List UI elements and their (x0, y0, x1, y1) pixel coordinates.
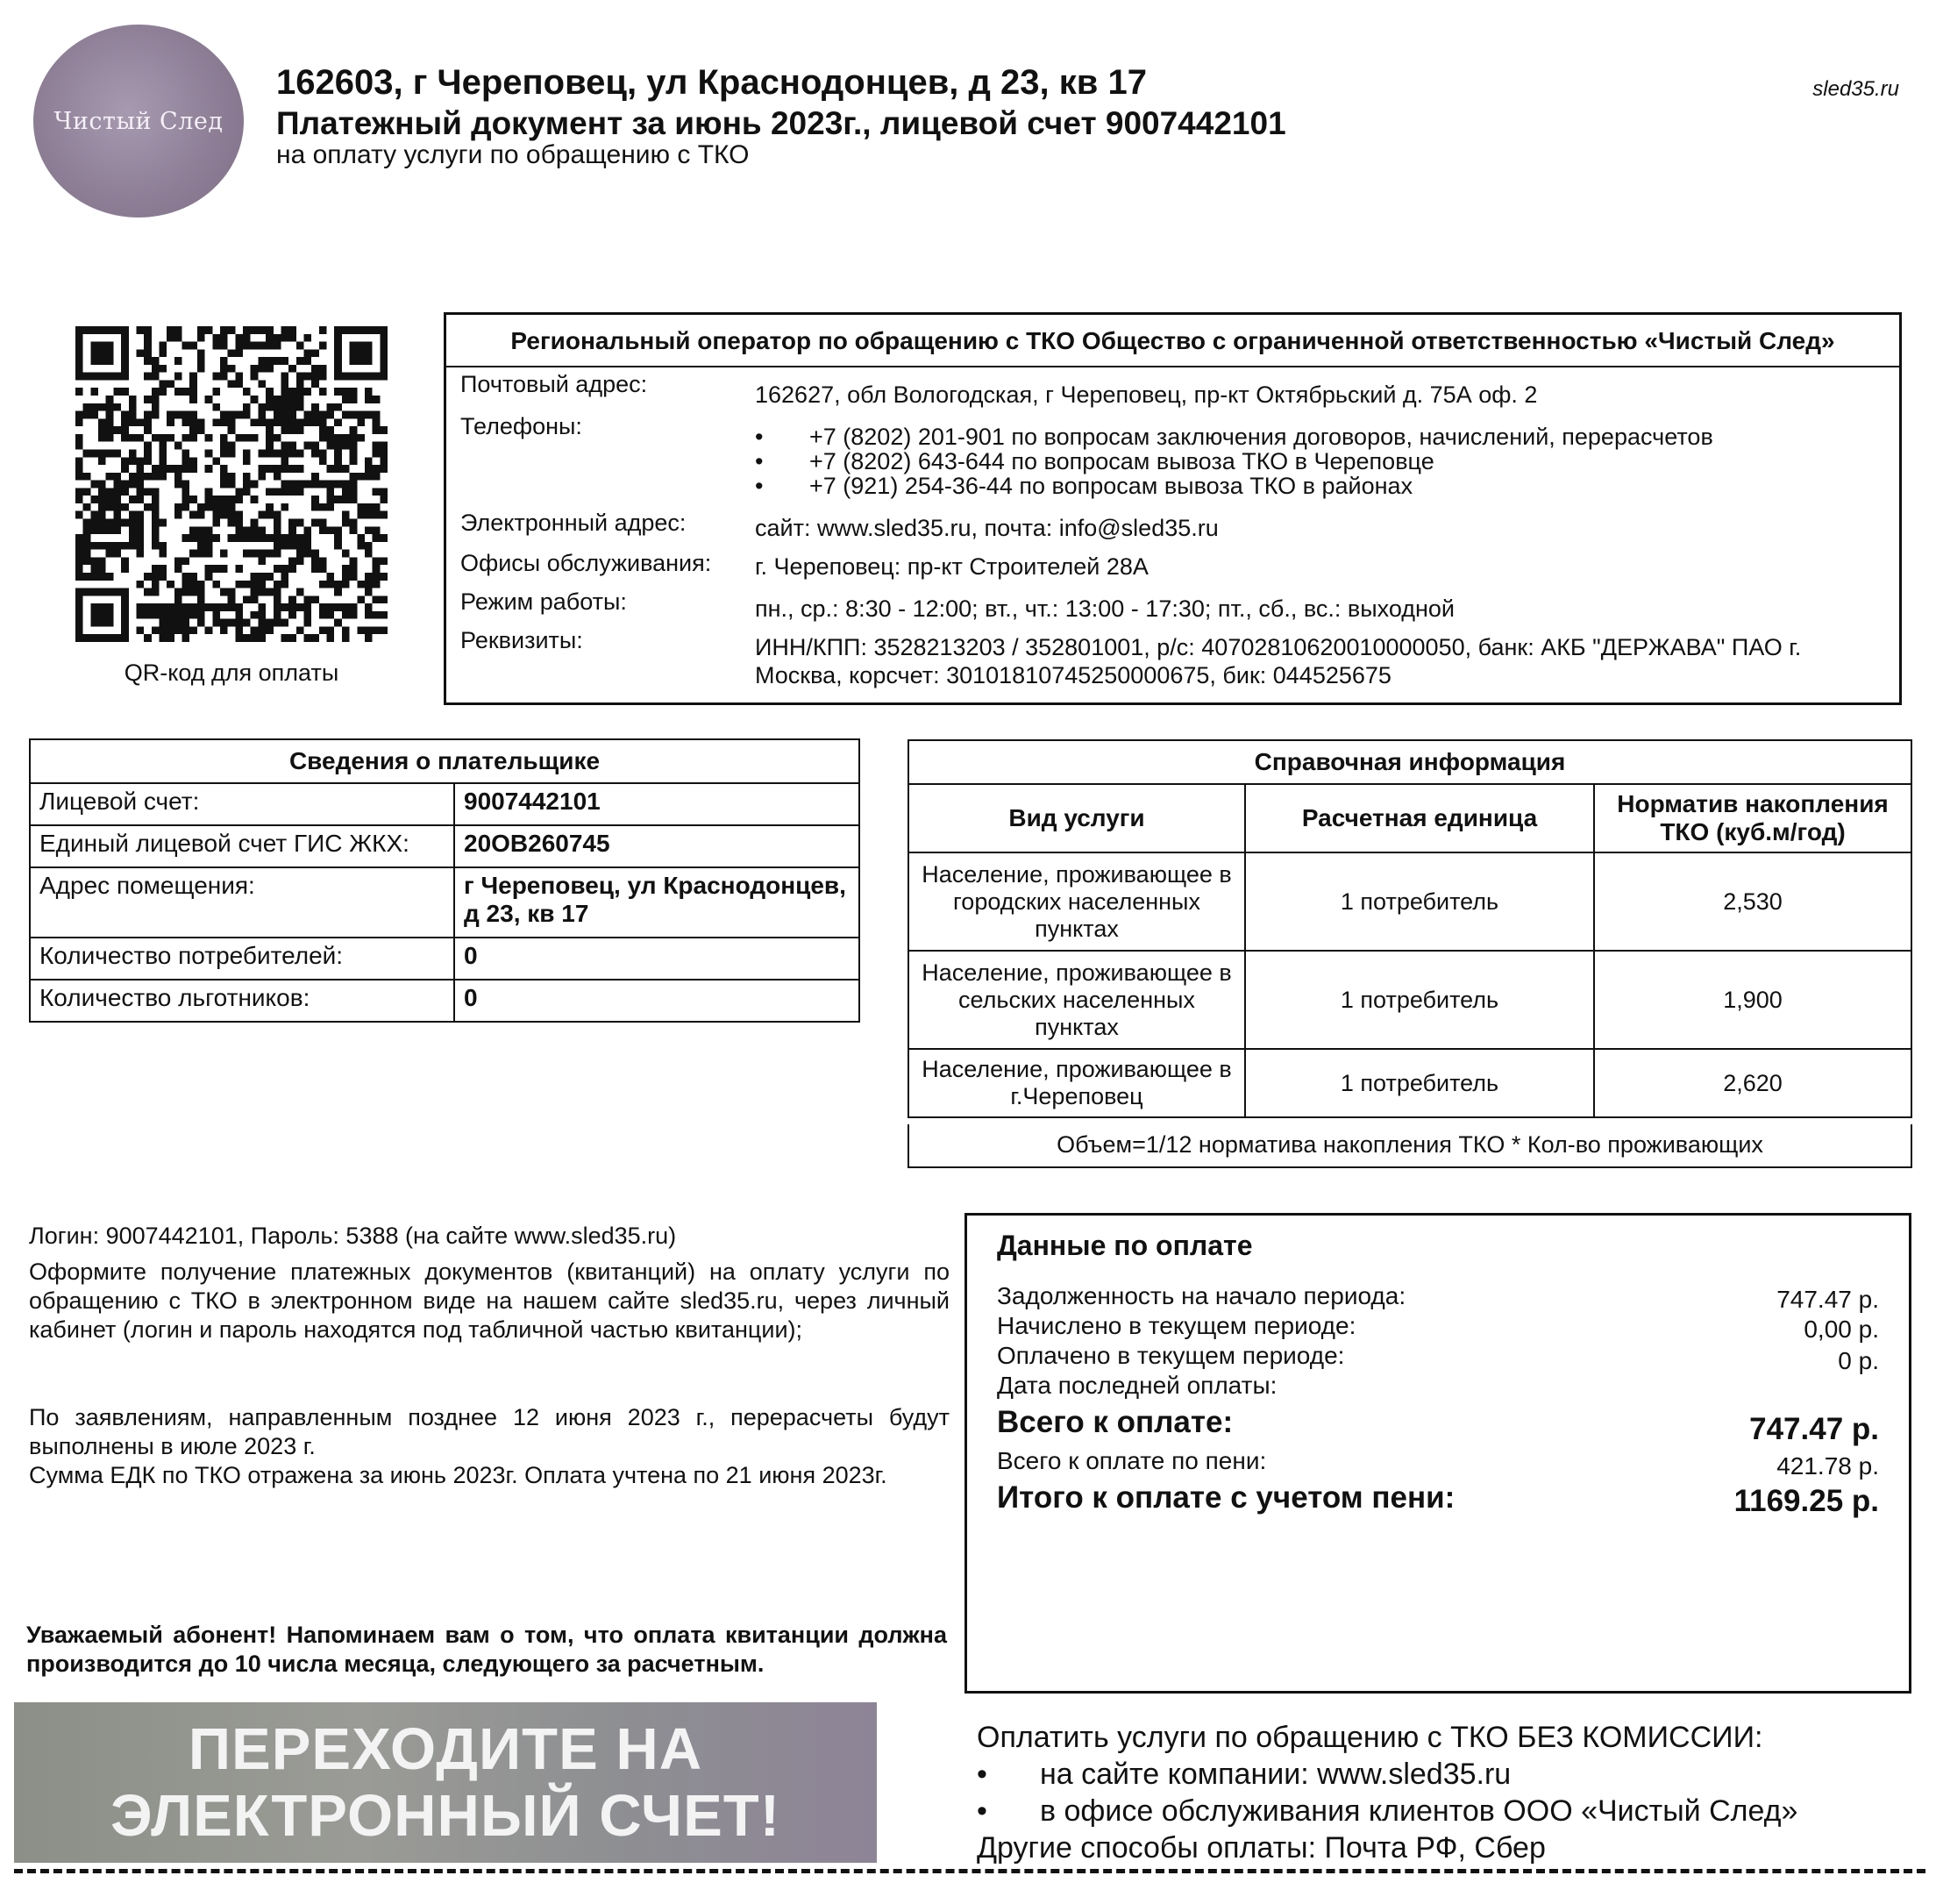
company-logo (33, 25, 244, 217)
qr-finder-pattern (75, 326, 129, 380)
banner-line-1: ПЕРЕХОДИТЕ НА (188, 1715, 703, 1782)
reference-info-table (908, 739, 1912, 1118)
tear-off-line (14, 1869, 1925, 1873)
offices-value: г. Череповец: пр-кт Строителей 28А (755, 553, 1149, 580)
unit-cell: 1 потребитель (1245, 1049, 1594, 1117)
document-purpose: на оплату услуги по обращению с ТКО (276, 140, 750, 169)
total-label: Всего к оплате: (997, 1405, 1234, 1439)
payer-row-label: Лицевой счет: (30, 783, 454, 825)
phone-3[interactable]: +7 (921) 254-36-44 по вопросам вывоза ТКО в районах (809, 473, 1413, 499)
divider (446, 366, 1899, 367)
bullet: • (755, 448, 764, 474)
paid-value: 0 р. (1838, 1347, 1879, 1374)
payer-info-table (29, 738, 860, 1023)
email-value[interactable]: сайт: www.sled35.ru, почта: info@sled35.ru (755, 515, 1219, 541)
edk-text: Сумма ЕДК по ТКО отражена за июнь 2023г. Оплата учтена по 21 июня 2023г. (29, 1462, 887, 1488)
no-commission-title: Оплатить услуги по обращению с ТКО БЕЗ КОМИССИИ: (977, 1721, 1763, 1754)
payer-row-label: Единый лицевой счет ГИС ЖКХ: (30, 825, 454, 867)
charged-label: Начислено в текущем периоде: (997, 1312, 1356, 1339)
logo-text: Чистый След (53, 107, 224, 135)
phone-2[interactable]: +7 (8202) 643-644 по вопросам вывоза ТКО в Череповце (809, 448, 1434, 474)
payment-reminder: Уважаемый абонент! Напоминаем вам о том, что оплата квитанции должна производится до 10 числа месяца, следующего за расчетным. (26, 1622, 947, 1677)
grand-total-label: Итого к оплате с учетом пени: (997, 1480, 1456, 1515)
pay-option-office: в офисе обслуживания клиентов ООО «Чистый След» (1040, 1794, 1798, 1828)
qr-caption: QR-код для оплаты (124, 660, 339, 686)
bullet: • (977, 1794, 987, 1828)
volume-formula-note: Объем=1/12 норматива накопления ТКО * Кол-во проживающих (908, 1124, 1912, 1168)
payment-data-box (964, 1213, 1911, 1694)
phones-label: Телефоны: (460, 413, 582, 439)
total-value: 747.47 р. (1749, 1412, 1879, 1446)
bullet: • (755, 424, 764, 450)
operator-title: Региональный оператор по обращению с ТКО Общество с ограниченной ответственностью «Чистый След» (510, 327, 1835, 354)
site-link[interactable]: sled35.ru (1812, 77, 1899, 101)
payer-row-label: Количество потребителей: (30, 938, 454, 980)
unit-cell: 1 потребитель (1245, 852, 1594, 951)
service-cell: Население, проживающее в городских населенных пунктах (908, 852, 1245, 951)
payment-qr-code (75, 326, 388, 642)
banner-line-2: ЭЛЕКТРОННЫЙ СЧЕТ! (110, 1782, 781, 1849)
payer-row-value: г Череповец, ул Краснодонцев, д 23, кв 17 (454, 867, 859, 938)
norm-cell: 1,900 (1594, 951, 1911, 1049)
unit-cell: 1 потребитель (1245, 951, 1594, 1049)
qr-finder-pattern (75, 588, 129, 642)
payer-row-value: 20ОВ260745 (454, 825, 859, 867)
hours-value: пн., ср.: 8:30 - 12:00; вт., чт.: 13:00 - 17:30; пт., сб., вс.: выходной (755, 595, 1456, 622)
payer-table-title: Сведения о плательщике (30, 739, 859, 783)
penalty-value: 421.78 р. (1776, 1452, 1879, 1480)
qr-finder-pattern (334, 326, 388, 380)
column-header: Вид услуги (908, 784, 1245, 852)
grand-total-value: 1169.25 р. (1733, 1484, 1879, 1518)
column-header: Норматив накопления ТКО (куб.м/год) (1594, 784, 1911, 852)
document-title: Платежный документ за июнь 2023г., лицевой счет 9007442101 (276, 105, 1286, 141)
e-bill-banner[interactable] (14, 1702, 877, 1863)
electronic-receipt-text: Оформите получение платежных документов (квитанций) на оплату услуги по обращению с ТКО в электронном виде на нашем сайте sled35.ru, через личный кабинет (логин и пароль находятся под табличной частью квитанции); (29, 1259, 950, 1343)
last-payment-date-label: Дата последней оплаты: (997, 1372, 1278, 1399)
debt-label: Задолженность на начало периода: (997, 1282, 1406, 1309)
email-label: Электронный адрес: (460, 510, 687, 536)
norm-cell: 2,530 (1594, 852, 1911, 951)
bullet: • (755, 473, 764, 499)
payment-title: Данные по оплате (997, 1230, 1253, 1261)
phone-1[interactable]: +7 (8202) 201-901 по вопросам заключения договоров, начислений, перерасчетов (809, 424, 1713, 450)
payer-row-value: 0 (454, 938, 859, 980)
postal-label: Почтовый адрес: (460, 371, 648, 397)
pay-option-site[interactable]: на сайте компании: www.sled35.ru (1040, 1758, 1512, 1791)
column-header: Расчетная единица (1245, 784, 1594, 852)
recalculation-text: По заявлениям, направленным позднее 12 июня 2023 г., перерасчеты будут выполнены в июле 2023 г. (29, 1404, 950, 1459)
operator-info-box (444, 312, 1902, 705)
offices-label: Офисы обслуживания: (460, 550, 712, 576)
payer-row-label: Адрес помещения: (30, 867, 454, 938)
other-payment-methods: Другие способы оплаты: Почта РФ, Сбер (977, 1831, 1546, 1865)
reference-table-title: Справочная информация (908, 740, 1911, 784)
hours-label: Режим работы: (460, 588, 627, 615)
payer-row-value: 9007442101 (454, 783, 859, 825)
norm-cell: 2,620 (1594, 1049, 1911, 1117)
service-cell: Население, проживающее в г.Череповец (908, 1049, 1245, 1117)
payer-address-heading: 162603, г Череповец, ул Краснодонцев, д 23, кв 17 (276, 63, 1147, 102)
requisites-line-2: Москва, корсчет: 30101810745250000675, бик: 044525675 (755, 662, 1392, 688)
charged-value: 0,00 р. (1804, 1316, 1879, 1343)
paid-label: Оплачено в текущем периоде: (997, 1342, 1345, 1369)
postal-value: 162627, обл Вологодская, г Череповец, пр-кт Октябрьский д. 75А оф. 2 (755, 382, 1538, 408)
requisites-line-1: ИНН/КПП: 3528213203 / 352801001, р/с: 40702810620010000050, банк: АКБ "ДЕРЖАВА" ПАО г. (755, 634, 1802, 660)
debt-value: 747.47 р. (1776, 1286, 1879, 1313)
payer-row-value: 0 (454, 980, 859, 1022)
login-credentials: Логин: 9007442101, Пароль: 5388 (на сайте www.sled35.ru) (29, 1223, 677, 1249)
bullet: • (977, 1758, 987, 1791)
penalty-label: Всего к оплате по пени: (997, 1447, 1267, 1474)
requisites-label: Реквизиты: (460, 627, 583, 653)
payer-row-label: Количество льготников: (30, 980, 454, 1022)
service-cell: Население, проживающее в сельских населенных пунктах (908, 951, 1245, 1049)
